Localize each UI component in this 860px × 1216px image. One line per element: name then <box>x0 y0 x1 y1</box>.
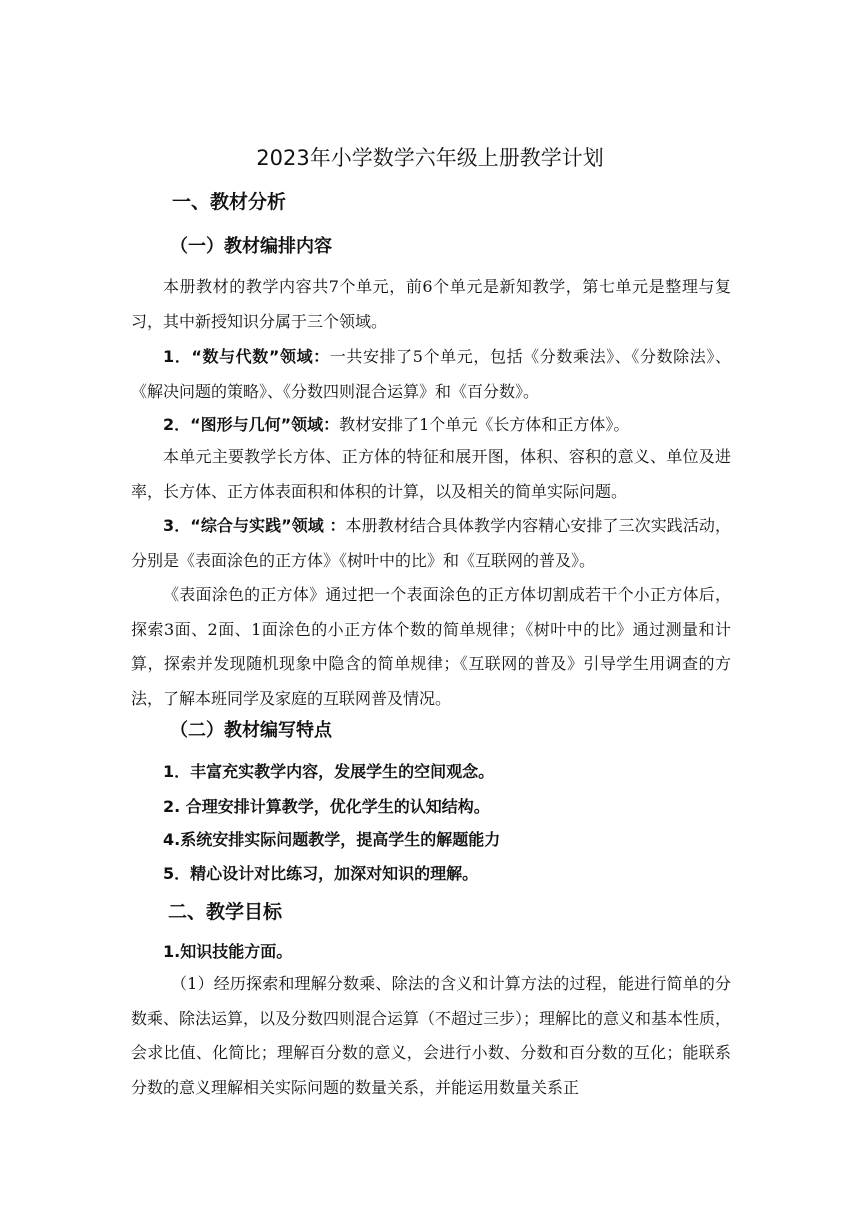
paragraph-geometry <box>131 408 731 443</box>
paragraph-practice <box>131 509 731 578</box>
feature-item-5: 5．精心设计对比练习，加深对知识的理解。 <box>163 864 479 883</box>
subsection-heading-content-arrangement: （一）教材编排内容 <box>170 236 332 257</box>
section-heading-materials-analysis: 一、教材分析 <box>172 191 287 213</box>
goal-subheading-knowledge: 1.知识技能方面。 <box>163 942 293 961</box>
feature-item-1: 1．丰富充实教学内容，发展学生的空间观念。 <box>163 762 495 781</box>
section-heading-teaching-goals: 二、教学目标 <box>168 901 283 923</box>
paragraph-geometry-desc: 本单元主要教学长方体、正方体的特征和展开图，体积、容积的意义、单位及进率，长方体、正方体表面积和体积的计算，以及相关的简单实际问题。 <box>131 447 731 501</box>
domain-text-number-algebra: 一共安排了5个单元，包括《分数乘法》、《分数除法》、《解决问题的策略》、《分数四则混合运算》和《百分数》。 <box>131 347 731 401</box>
paragraph-practice-desc: 《表面涂色的正方体》通过把一个表面涂色的正方体切割成若干个小正方体后，探索3面、2面、1面涂色的小正方体个数的简单规律；《树叶中的比》通过测量和计算，探索并发现随机现象中隐含的简单规律；《互联网的普及》引导学生用调查的方法，了解本班同学及家庭的互联网普及情况。 <box>131 585 731 708</box>
domain-text-practice: 本册教材结合具体教学内容精心安排了三次实践活动，分别是《表面涂色的正方体》《树叶中的比》和《互联网的普及》。 <box>131 516 731 570</box>
feature-item-4: 4.系统安排实际问题教学，提高学生的解题能力 <box>163 830 501 849</box>
domain-label-number-algebra: 1．“数与代数”领域： <box>163 347 330 366</box>
page-title: 2023年小学数学六年级上册教学计划 <box>256 146 604 170</box>
paragraph-knowledge-goals: （1）经历探索和理解分数乘、除法的含义和计算方法的过程，能进行简单的分数乘、除法运算，以及分数四则混合运算（不超过三步）；理解比的意义和基本性质，会求比值、化简比；理解百分数的意义，会进行小数、分数和百分数的互化；能联系分数的意义理解相关实际问题的数量关系，并能运用数量关系正 <box>131 974 732 1097</box>
domain-label-practice: 3．“综合与实践”领域 ： <box>163 516 346 535</box>
subsection-heading-features: （二）教材编写特点 <box>170 720 332 741</box>
feature-item-2: 2. 合理安排计算教学，优化学生的认知结构。 <box>163 797 490 816</box>
paragraph-intro: 本册教材的教学内容共7个单元，前6个单元是新知教学，第七单元是整理与复习，其中新授知识分属于三个领域。 <box>131 277 731 331</box>
domain-label-geometry: 2．“图形与几何”领域： <box>163 415 340 434</box>
domain-text-geometry: 教材安排了1个单元《长方体和正方体》。 <box>339 415 630 434</box>
paragraph-number-algebra <box>131 340 731 409</box>
